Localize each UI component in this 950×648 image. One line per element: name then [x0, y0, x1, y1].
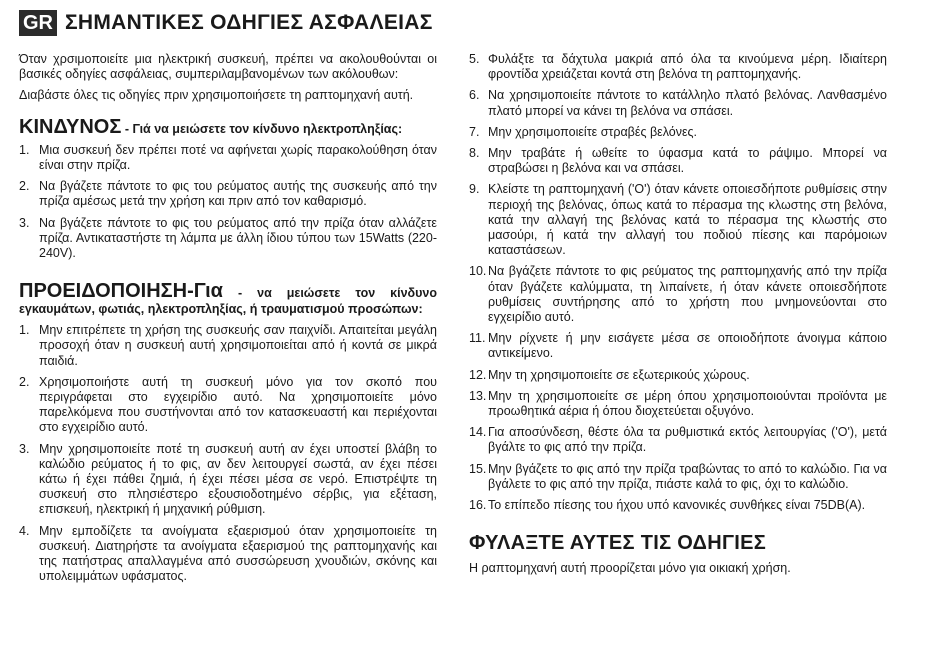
item-number: 9.	[469, 182, 480, 197]
item-text: Μην επιτρέπετε τη χρήση της συσκευής σαν παιχνίδι. Απαιτείται μεγάλη προσοχή όταν η συσκευή αυτή χρησιμοποιείται από ή κοντά σε μικρά παιδιά.	[39, 323, 437, 368]
list-item	[469, 88, 887, 118]
item-text: Μην βγάζετε το φις από την πρίζα τραβώντας το από το καλώδιο. Για να βγάλετε το φις από την πρίζα, πιάστε καλά το φις, όχι το καλώδιο.	[488, 461, 887, 491]
danger-list	[19, 143, 437, 261]
list-item	[469, 498, 887, 513]
item-text: Μην χρησιμοποιείτε ποτέ τη συσκευή αυτή αν έχει υποστεί βλάβη το καλώδιο ρεύματος ή το φις, αν δεν λειτουργεί σωστά, αν έχει πέσει κάτω ή έχει πάθει ζημιά, ή έχει πέσει μέσα σε νερό. Επιστρέψτε τη συσκευή στο πλησιέστερο εξουσιοδοτημένο σέρβις, για εξέταση, επισκευή, ηλεκτρική ή μηχανική ρύθμιση.	[39, 441, 437, 517]
warning-subtitle: - να μειώσετε τον κίνδυνο εγκαυμάτων, φωτιάς, ηλεκτροπληξίας, ή τραυματισμού προσώπων:	[19, 286, 437, 317]
list-item	[469, 182, 887, 258]
list-item	[469, 264, 887, 325]
item-number: 3.	[19, 441, 30, 456]
list-item	[19, 143, 437, 173]
item-number: 7.	[469, 124, 480, 139]
item-text: Μην εμποδίζετε τα ανοίγματα εξαερισμού όταν χρησιμοποιείτε τη συσκευή. Διατηρήστε τα ανοίγματα εξαερισμού της ραπτομηχανής και της πατήστρας απαλλαγμένα από συσσώρευση χνουδιών, σκόνης και υπολειμμάτων υφάσματος.	[39, 523, 437, 584]
item-number: 14.	[469, 425, 487, 440]
item-number: 13.	[469, 388, 487, 403]
item-text: Να βγάζετε πάντοτε το φις του ρεύματος από την πρίζα όταν αλλάζετε πρίζα. Αντικαταστήστε τη λάμπα με άλλη ίδιου τύπου των 15Watts (220-240V).	[39, 215, 437, 261]
item-number: 15.	[469, 461, 487, 476]
item-text: Μια συσκευή δεν πρέπει ποτέ να αφήνεται χωρίς παρακολούθηση όταν είναι στην πρίζα.	[39, 142, 437, 173]
warning-title: ΠΡΟΕΙΔΟΠΟΙΗΣΗ-Για	[19, 280, 223, 303]
item-number: 4.	[19, 523, 30, 538]
intro-paragraph: Διαβάστε όλες τις οδηγίες πριν χρησιμοποιήσετε τη ραπτομηχανή αυτή.	[19, 88, 414, 103]
right-column	[469, 52, 887, 583]
warning-heading	[19, 280, 437, 317]
item-text: Μην ρίχνετε ή μην εισάγετε μέσα σε οποιοδήποτε άνοιγμα κάποιο αντικείμενο.	[488, 331, 887, 361]
item-text: Να βγάζετε πάντοτε το φις ρεύματος της ραπτομηχανής από την πρίζα όταν βγάζετε καλύμματα, τη λιπαίνετε, ή όταν κάνετε οποιεσδήποτε ρυθμίσεις συντήρησης από το χρήστη που μνημονεύονται στο εγχειρίδιο αυτό.	[488, 264, 887, 325]
item-number: 1.	[19, 323, 30, 338]
danger-subtitle: - Γιά να μειώσετε τον κίνδυνο ηλεκτροπληξίας:	[121, 121, 403, 136]
page-title: ΣΗΜΑΝΤΙΚΕΣ ΟΔΗΓΙΕΣ ΑΣΦΑΛΕΙΑΣ	[65, 11, 433, 34]
list-item	[19, 442, 437, 518]
list-item	[469, 331, 887, 361]
list-item	[19, 375, 437, 436]
danger-title: ΚΙΝΔΥΝΟΣ	[19, 115, 122, 138]
item-number: 3.	[19, 215, 30, 230]
list-item	[19, 216, 437, 262]
page-header	[19, 10, 433, 36]
item-number: 11.	[469, 331, 486, 346]
item-number: 6.	[469, 88, 480, 103]
list-item	[19, 179, 437, 209]
warning-list	[19, 323, 437, 584]
list-item	[469, 146, 887, 176]
domestic-use-note: Η ραπτομηχανή αυτή προορίζεται μόνο για οικιακή χρήση.	[469, 561, 791, 576]
list-item	[469, 125, 887, 140]
item-text: Μην τραβάτε ή ωθείτε το ύφασμα κατά το ράψιμο. Μπορεί να στραβώσει η βελόνα και να σπάσει.	[488, 146, 887, 176]
item-text: Μην χρησιμοποιείτε στραβές βελόνες.	[488, 124, 698, 139]
item-number: 10.	[469, 264, 487, 279]
item-text: Μην τη χρησιμοποιείτε σε εξωτερικούς χώρους.	[488, 367, 750, 382]
intro-paragraph: Όταν χρσιμοποιείτε μια ηλεκτρική συσκευή, πρέπει να ακολουθούνται οι βασικές οδηγίες ασφάλειας, συμπεριλαμβανομένων των ακόλουθων:	[19, 52, 437, 82]
list-item	[19, 323, 437, 369]
language-badge: GR	[19, 10, 57, 36]
item-text: Για αποσύνδεση, θέστε όλα τα ρυθμιστικά εκτός λειτουργίας ('Ο'), μετά βγάλτε το φις από την πρίζα.	[488, 425, 887, 455]
danger-heading	[19, 115, 437, 138]
list-item	[469, 52, 887, 82]
item-text: Το επίπεδο πίεσης του ήχου υπό κανονικές συνθήκες είναι 75DB(A).	[488, 498, 866, 513]
left-column	[19, 52, 437, 590]
item-number: 1.	[19, 142, 30, 157]
item-text: Να χρησιμοποιείτε πάντοτε το κατάλληλο πλατό βελόνας. Λανθασμένο πλατό μπορεί να κάνει τη βελόνα να σπάσει.	[488, 88, 887, 118]
list-item	[469, 368, 887, 383]
item-text: Χρησιμοποιήστε αυτή τη συσκευή μόνο για τον σκοπό που περιγράφεται στο εγχειρίδιο αυτό. Να χρησιμοποιείτε μόνο παρελκόμενα που συστήνονται από τον κατασκευαστή και περιέχονται στο εγχειρίδιο αυτό.	[39, 374, 437, 435]
list-item	[469, 462, 887, 492]
item-number: 8.	[469, 146, 480, 161]
list-item	[469, 425, 887, 455]
item-number: 16.	[469, 498, 487, 513]
item-number: 2.	[19, 374, 30, 389]
list-item	[469, 389, 887, 419]
continued-list	[469, 52, 887, 513]
item-text: Κλείστε τη ραπτομηχανή ('Ο') όταν κάνετε οποιεσδήποτε ρυθμίσεις στην περιοχή της βελόνας, όπως κατά το πέρασμα της κλωστης στη βελόνα, κατά την αλλαγή της βελόνας κατά το πέρασμα της κλωστής στο μασούρι, ή κατά την αλλαγή του ποδιού πίεσης και παρόμοιων καταστάσεων.	[488, 182, 887, 258]
item-number: 5.	[469, 52, 480, 66]
list-item	[19, 524, 437, 585]
item-text: Να βγάζετε πάντοτε το φις του ρεύματος αυτής της συσκευής από την πρίζα αμέσως μετά την χρήση και πριν από τον καθαρισμό.	[39, 179, 437, 209]
item-text: Μην τη χρησιμοποιείτε σε μέρη όπου χρησιμοποιούνται προϊόντα με προωθητικά αέρια ή όπου διοχετεύεται οξυγόνο.	[488, 388, 887, 419]
item-number: 12.	[469, 367, 487, 382]
item-number: 2.	[19, 179, 30, 194]
keep-instructions-heading: ΦΥΛΑΞΤΕ ΑΥΤΕΣ ΤΙΣ ΟΔΗΓΙΕΣ	[469, 532, 767, 555]
item-text: Φυλάξτε τα δάχτυλα μακριά από όλα τα κινούμενα μέρη. Ιδιαίτερη φροντίδα χρειάζεται κοντά στη βελόνα τη ραπτομηχανής.	[488, 52, 887, 82]
